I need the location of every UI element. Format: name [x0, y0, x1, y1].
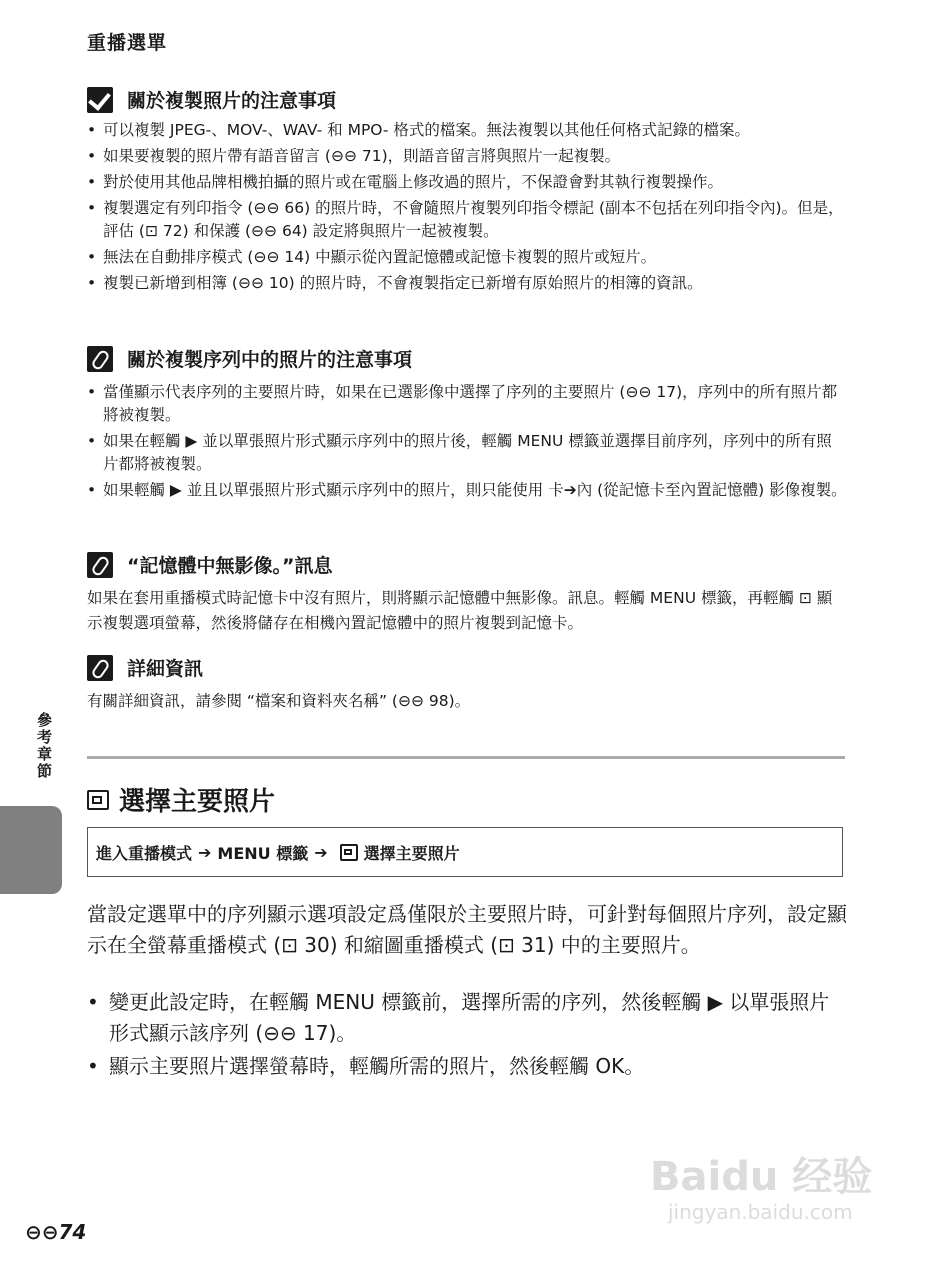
nav-part2: MENU 標籤 — [217, 843, 309, 863]
list-item: • 複製選定有列印指令 (⊖⊖ 66) 的照片時，不會隨照片複製列印指令標記 (副本不包括在列印指令內)。但是，評估 (⊡ 72) 和保護 (⊖⊖ 64) 設定將與照片一起被複製。 — [87, 197, 847, 243]
page-header-title: 重播選單 — [87, 32, 168, 54]
nav-part1: 進入重播模式 — [96, 843, 193, 863]
nav-part3: 選擇主要照片 — [363, 843, 460, 863]
main-heading — [87, 781, 275, 818]
note-icon — [87, 552, 113, 578]
note-icon — [87, 346, 113, 372]
section4-text: 有關詳細資訊，請參閱 “檔案和資料夾名稱” (⊖⊖ 98)。 — [87, 692, 471, 710]
list-item: • 對於使用其他品牌相機拍攝的照片或在電腦上修改過的照片，不保證會對其執行複製操作。 — [87, 171, 847, 194]
main-intro: 當設定選單中的序列顯示選項設定爲僅限於主要照片時，可針對每個照片序列，設定顯示在全螢幕重播模式 (⊡ 30) 和縮圖重播模式 (⊡ 31) 中的主要照片。 — [87, 902, 847, 957]
section1-title: 關於複製照片的注意事項 — [127, 90, 337, 112]
list-item: • 如果輕觸 ▶ 並且以單張照片形式顯示序列中的照片，則只能使用 卡➔內 (從記憶卡至內置記憶體) 影像複製。 — [87, 479, 847, 502]
main-title: 選擇主要照片 — [119, 787, 276, 817]
side-chapter-label: 參考章節 — [35, 712, 53, 780]
section1-heading — [87, 86, 336, 113]
section3-text: 如果在套用重播模式時記憶卡中沒有照片，則將顯示記憶體中無影像。訊息。輕觸 MENU 標籤，再輕觸 ⊡ 顯示複製選項螢幕，然後將儲存在相機內置記憶體中的照片複製到記憶卡。 — [87, 589, 833, 632]
page-number: ⊖⊖74 — [25, 1220, 87, 1244]
arrow-right-icon: ➔ — [314, 842, 328, 862]
check-icon — [87, 87, 113, 113]
side-chapter-tab — [0, 806, 62, 894]
section3-title: “記憶體中無影像。”訊息 — [127, 555, 333, 577]
list-item: • 如果要複製的照片帶有語音留言 (⊖⊖ 71)，則語音留言將與照片一起複製。 — [87, 145, 847, 168]
sequence-icon — [87, 790, 109, 810]
watermark-url: jingyan.baidu.com — [668, 1200, 853, 1224]
section2-list — [87, 381, 847, 505]
watermark-logo: Baidu 经验 — [650, 1154, 873, 1200]
section1-list — [87, 119, 847, 298]
menu-path-box — [87, 827, 843, 877]
sequence-icon — [340, 844, 358, 861]
section2-title: 關於複製序列中的照片的注意事項 — [127, 349, 413, 371]
list-item: • 複製已新增到相簿 (⊖⊖ 10) 的照片時，不會複製指定已新增有原始照片的相簿的資訊。 — [87, 272, 847, 295]
arrow-right-icon: ➔ — [198, 842, 212, 862]
list-item: • 可以複製 JPEG-、MOV-、WAV- 和 MPO- 格式的檔案。無法複製以其他任何格式記錄的檔案。 — [87, 119, 847, 142]
section-divider — [87, 756, 845, 759]
list-item: • 變更此設定時，在輕觸 MENU 標籤前，選擇所需的序列，然後輕觸 ▶ 以單張照片形式顯示該序列 (⊖⊖ 17)。 — [87, 987, 847, 1049]
note-icon — [87, 655, 113, 681]
list-item: • 顯示主要照片選擇螢幕時，輕觸所需的照片，然後輕觸 OK。 — [87, 1051, 847, 1082]
section2-heading — [87, 345, 412, 372]
section4-title: 詳細資訊 — [127, 658, 204, 680]
section3-heading — [87, 551, 332, 578]
list-item: • 當僅顯示代表序列的主要照片時，如果在已選影像中選擇了序列的主要照片 (⊖⊖ 17)，序列中的所有照片都將被複製。 — [87, 381, 847, 427]
list-item: • 如果在輕觸 ▶ 並以單張照片形式顯示序列中的照片後，輕觸 MENU 標籤並選擇目前序列，序列中的所有照片都將被複製。 — [87, 430, 847, 476]
section4-heading — [87, 654, 203, 681]
main-list — [87, 987, 847, 1084]
list-item: • 無法在自動排序模式 (⊖⊖ 14) 中顯示從內置記憶體或記憶卡複製的照片或短片。 — [87, 246, 847, 269]
